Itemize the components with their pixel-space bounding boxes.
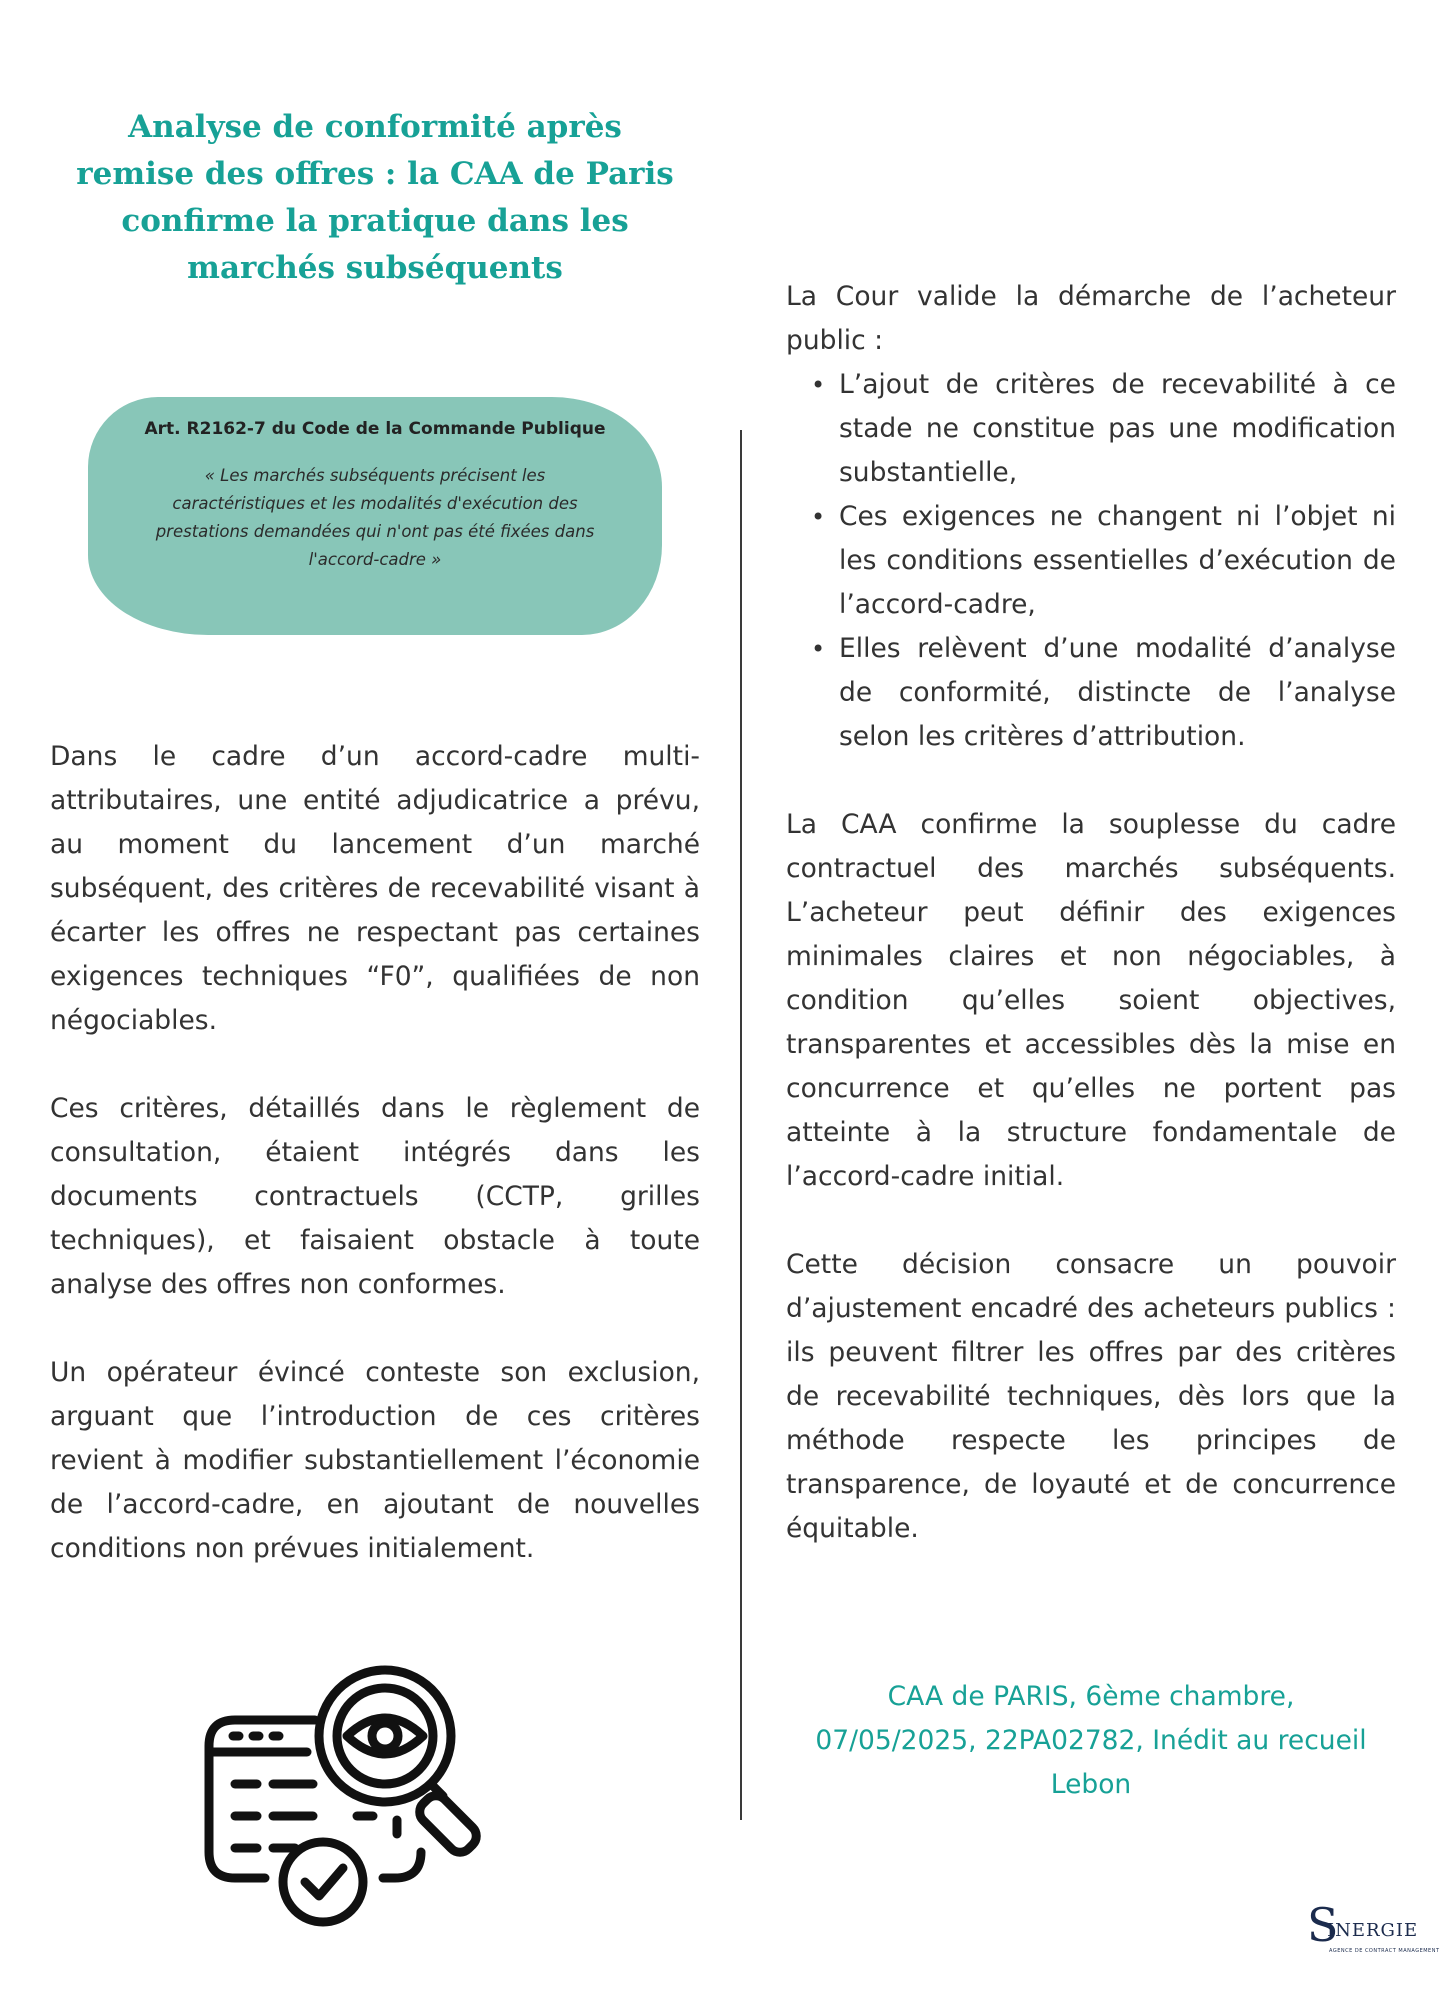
logo-tagline: AGENCE DE CONTRACT MANAGEMENT <box>1329 1948 1440 1954</box>
findings-list-item: • Ces exigences ne changent ni l’objet ni les conditions essentielles d’exécution de l’accord-cadre, <box>839 495 1396 627</box>
right-paragraph: Cette décision consacre un pouvoir d’ajustement encadré des acheteurs publics : ils peuvent filtrer les offres par des critères de recevabilité techniques, dès lors que la méthode respecte les principes de transparence, de loyauté et de concurrence équitable. <box>786 1249 1396 1544</box>
sinergie-logo <box>1305 1898 1440 1966</box>
quote-heading: Art. R2162-7 du Code de la Commande Publique <box>144 419 606 439</box>
logo-name: INERGIE <box>1327 1920 1419 1941</box>
right-paragraph: La CAA confirme la souplesse du cadre contractuel des marchés subséquents. L’acheteur peut définir des exigences minimales claires et non négociables, à condition qu’elles soient objectives, transparentes et accessibles dès la mise en concurrence et qu’elles ne portent pas atteinte à la structure fondamentale de l’accord-cadre initial. <box>786 809 1396 1192</box>
right-intro: La Cour valide la démarche de l’acheteur public : <box>786 281 1396 356</box>
right-column <box>786 275 1396 1595</box>
case-citation: CAA de PARIS, 6ème chambre, 07/05/2025, 22PA02782, Inédit au recueil Lebon <box>815 1681 1367 1800</box>
page-title: Analyse de conformité après remise des offres : la CAA de Paris confirme la pratique dans les marchés subséquents <box>76 109 674 286</box>
column-divider <box>740 430 742 1820</box>
findings-list-item: • Elles relèvent d’une modalité d’analyse de conformité, distincte de l’analyse selon les critères d’attribution. <box>839 627 1396 759</box>
left-paragraph: Ces critères, détaillés dans le règlement de consultation, étaient intégrés dans les documents contractuels (CCTP, grilles techniques), et faisaient obstacle à toute analyse des offres non conformes. <box>50 1093 700 1300</box>
logo-mark: S <box>1307 1898 1339 1952</box>
document-inspection-icon <box>195 1660 495 1940</box>
quote-text: « Les marchés subséquents précisent les caractéristiques et les modalités d'exécution des prestations demandées qui n'ont pas été fixées dans l'accord-cadre » <box>155 466 595 569</box>
findings-list-item: • L’ajout de critères de recevabilité à ce stade ne constitue pas une modification substantielle, <box>839 363 1396 495</box>
legal-quote-box <box>88 397 662 635</box>
left-paragraph: Dans le cadre d’un accord-cadre multi-attributaires, une entité adjudicatrice a prévu, au moment du lancement d’un marché subséquent, des critères de recevabilité visant à écarter les offres ne respectant pas certaines exigences techniques “F0”, qualifiées de non négociables. <box>50 741 700 1036</box>
left-column <box>50 735 700 1615</box>
left-paragraph: Un opérateur évincé conteste son exclusion, arguant que l’introduction de ces critères revient à modifier substantiellement l’économie de l’accord-cadre, en ajoutant de nouvelles conditions non prévues initialement. <box>50 1357 700 1564</box>
findings-list <box>786 363 1396 759</box>
